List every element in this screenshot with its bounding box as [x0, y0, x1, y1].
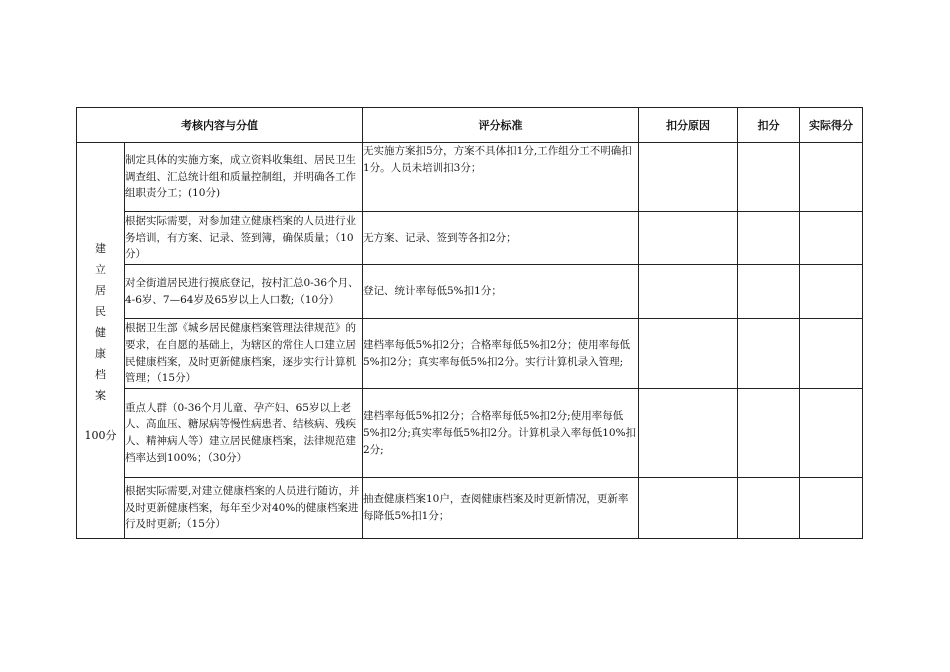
- header-content-score: 考核内容与分值: [77, 108, 363, 143]
- category-cell: [77, 143, 125, 539]
- criteria-cell: 抽查健康档案10户，查阅健康档案及时更新情况，更新率每降低5%扣1分；: [363, 478, 639, 539]
- category-label: [77, 238, 124, 406]
- actual-score-cell: [800, 319, 863, 389]
- header-reason: 扣分原因: [639, 108, 738, 143]
- deduction-cell: [738, 478, 800, 539]
- criteria-cell: 登记、统计率每低5%扣1分；: [363, 265, 639, 319]
- deduction-cell: [738, 143, 800, 212]
- reason-cell: [639, 319, 738, 389]
- table-row: [77, 265, 863, 319]
- content-cell: 根据实际需要,对建立健康档案的人员进行随访，并及时更新健康档案，每年至少对40%的健康档案进行及时更新;（15分）: [125, 478, 363, 539]
- reason-cell: [639, 143, 738, 212]
- content-cell: 根据卫生部《城乡居民健康档案管理法律规范》的要求，在自愿的基础上，为辖区的常住人口建立居民健康档案，及时更新健康档案，逐步实行计算机管理；（15分）: [125, 319, 363, 389]
- header-deduction: 扣分: [738, 108, 800, 143]
- header-row: [77, 108, 863, 143]
- content-cell: 制定具体的实施方案，成立资料收集组、居民卫生调查组、汇总统计组和质量控制组，并明确各工作组职责分工；(10分): [125, 143, 363, 212]
- reason-cell: [639, 212, 738, 265]
- table-row: [77, 143, 863, 212]
- criteria-cell: 建档率每低5%扣2分；合格率每低5%扣2分;使用率每低5%扣2分;真实率每低5%扣2分。计算机录入率每低10%扣2分;: [363, 389, 639, 478]
- actual-score-cell: [800, 143, 863, 212]
- category-char: 健: [95, 326, 106, 339]
- actual-score-cell: [800, 265, 863, 319]
- deduction-cell: [738, 389, 800, 478]
- category-char: 立: [95, 263, 106, 276]
- table-row: [77, 212, 863, 265]
- category-char: 民: [95, 305, 106, 318]
- content-cell: 重点人群（0-36个月儿童、孕产妇、65岁以上老人、高血压、糖尿病等慢性病患者、结核病、残疾人、精神病人等）建立居民健康档案，法律规范建档率达到100%；（30分）: [125, 389, 363, 478]
- category-char: 康: [95, 347, 106, 360]
- reason-cell: [639, 265, 738, 319]
- category-char: 案: [95, 389, 106, 402]
- category-char: 居: [95, 284, 106, 297]
- category-char: 档: [95, 368, 106, 381]
- table-row: [77, 389, 863, 478]
- table-row: [77, 478, 863, 539]
- criteria-cell: 无实施方案扣5分，方案不具体扣1分,工作组分工不明确扣1分。人员未培训扣3分；: [363, 143, 639, 212]
- actual-score-cell: [800, 389, 863, 478]
- criteria-cell: 无方案、记录、签到等各扣2分；: [363, 212, 639, 265]
- content-cell: 根据实际需要，对参加建立健康档案的人员进行业务培训，有方案、记录、签到簿，确保质量；（10分）: [125, 212, 363, 265]
- deduction-cell: [738, 319, 800, 389]
- criteria-cell: 建档率每低5%扣2分；合格率每低5%扣2分；使用率每低5%扣2分；真实率每低5%扣2分。实行计算机录入管理;: [363, 319, 639, 389]
- assessment-table: [76, 107, 863, 539]
- content-cell: 对全街道居民进行摸底登记，按村汇总0-36个月、4-6岁、7—64岁及65岁以上人口数;（10分）: [125, 265, 363, 319]
- table-row: [77, 319, 863, 389]
- deduction-cell: [738, 212, 800, 265]
- category-char: 建: [95, 242, 106, 255]
- category-score: 100分: [84, 429, 117, 442]
- header-actual-score: 实际得分: [800, 108, 863, 143]
- reason-cell: [639, 478, 738, 539]
- reason-cell: [639, 389, 738, 478]
- header-criteria: 评分标准: [363, 108, 639, 143]
- actual-score-cell: [800, 212, 863, 265]
- actual-score-cell: [800, 478, 863, 539]
- deduction-cell: [738, 265, 800, 319]
